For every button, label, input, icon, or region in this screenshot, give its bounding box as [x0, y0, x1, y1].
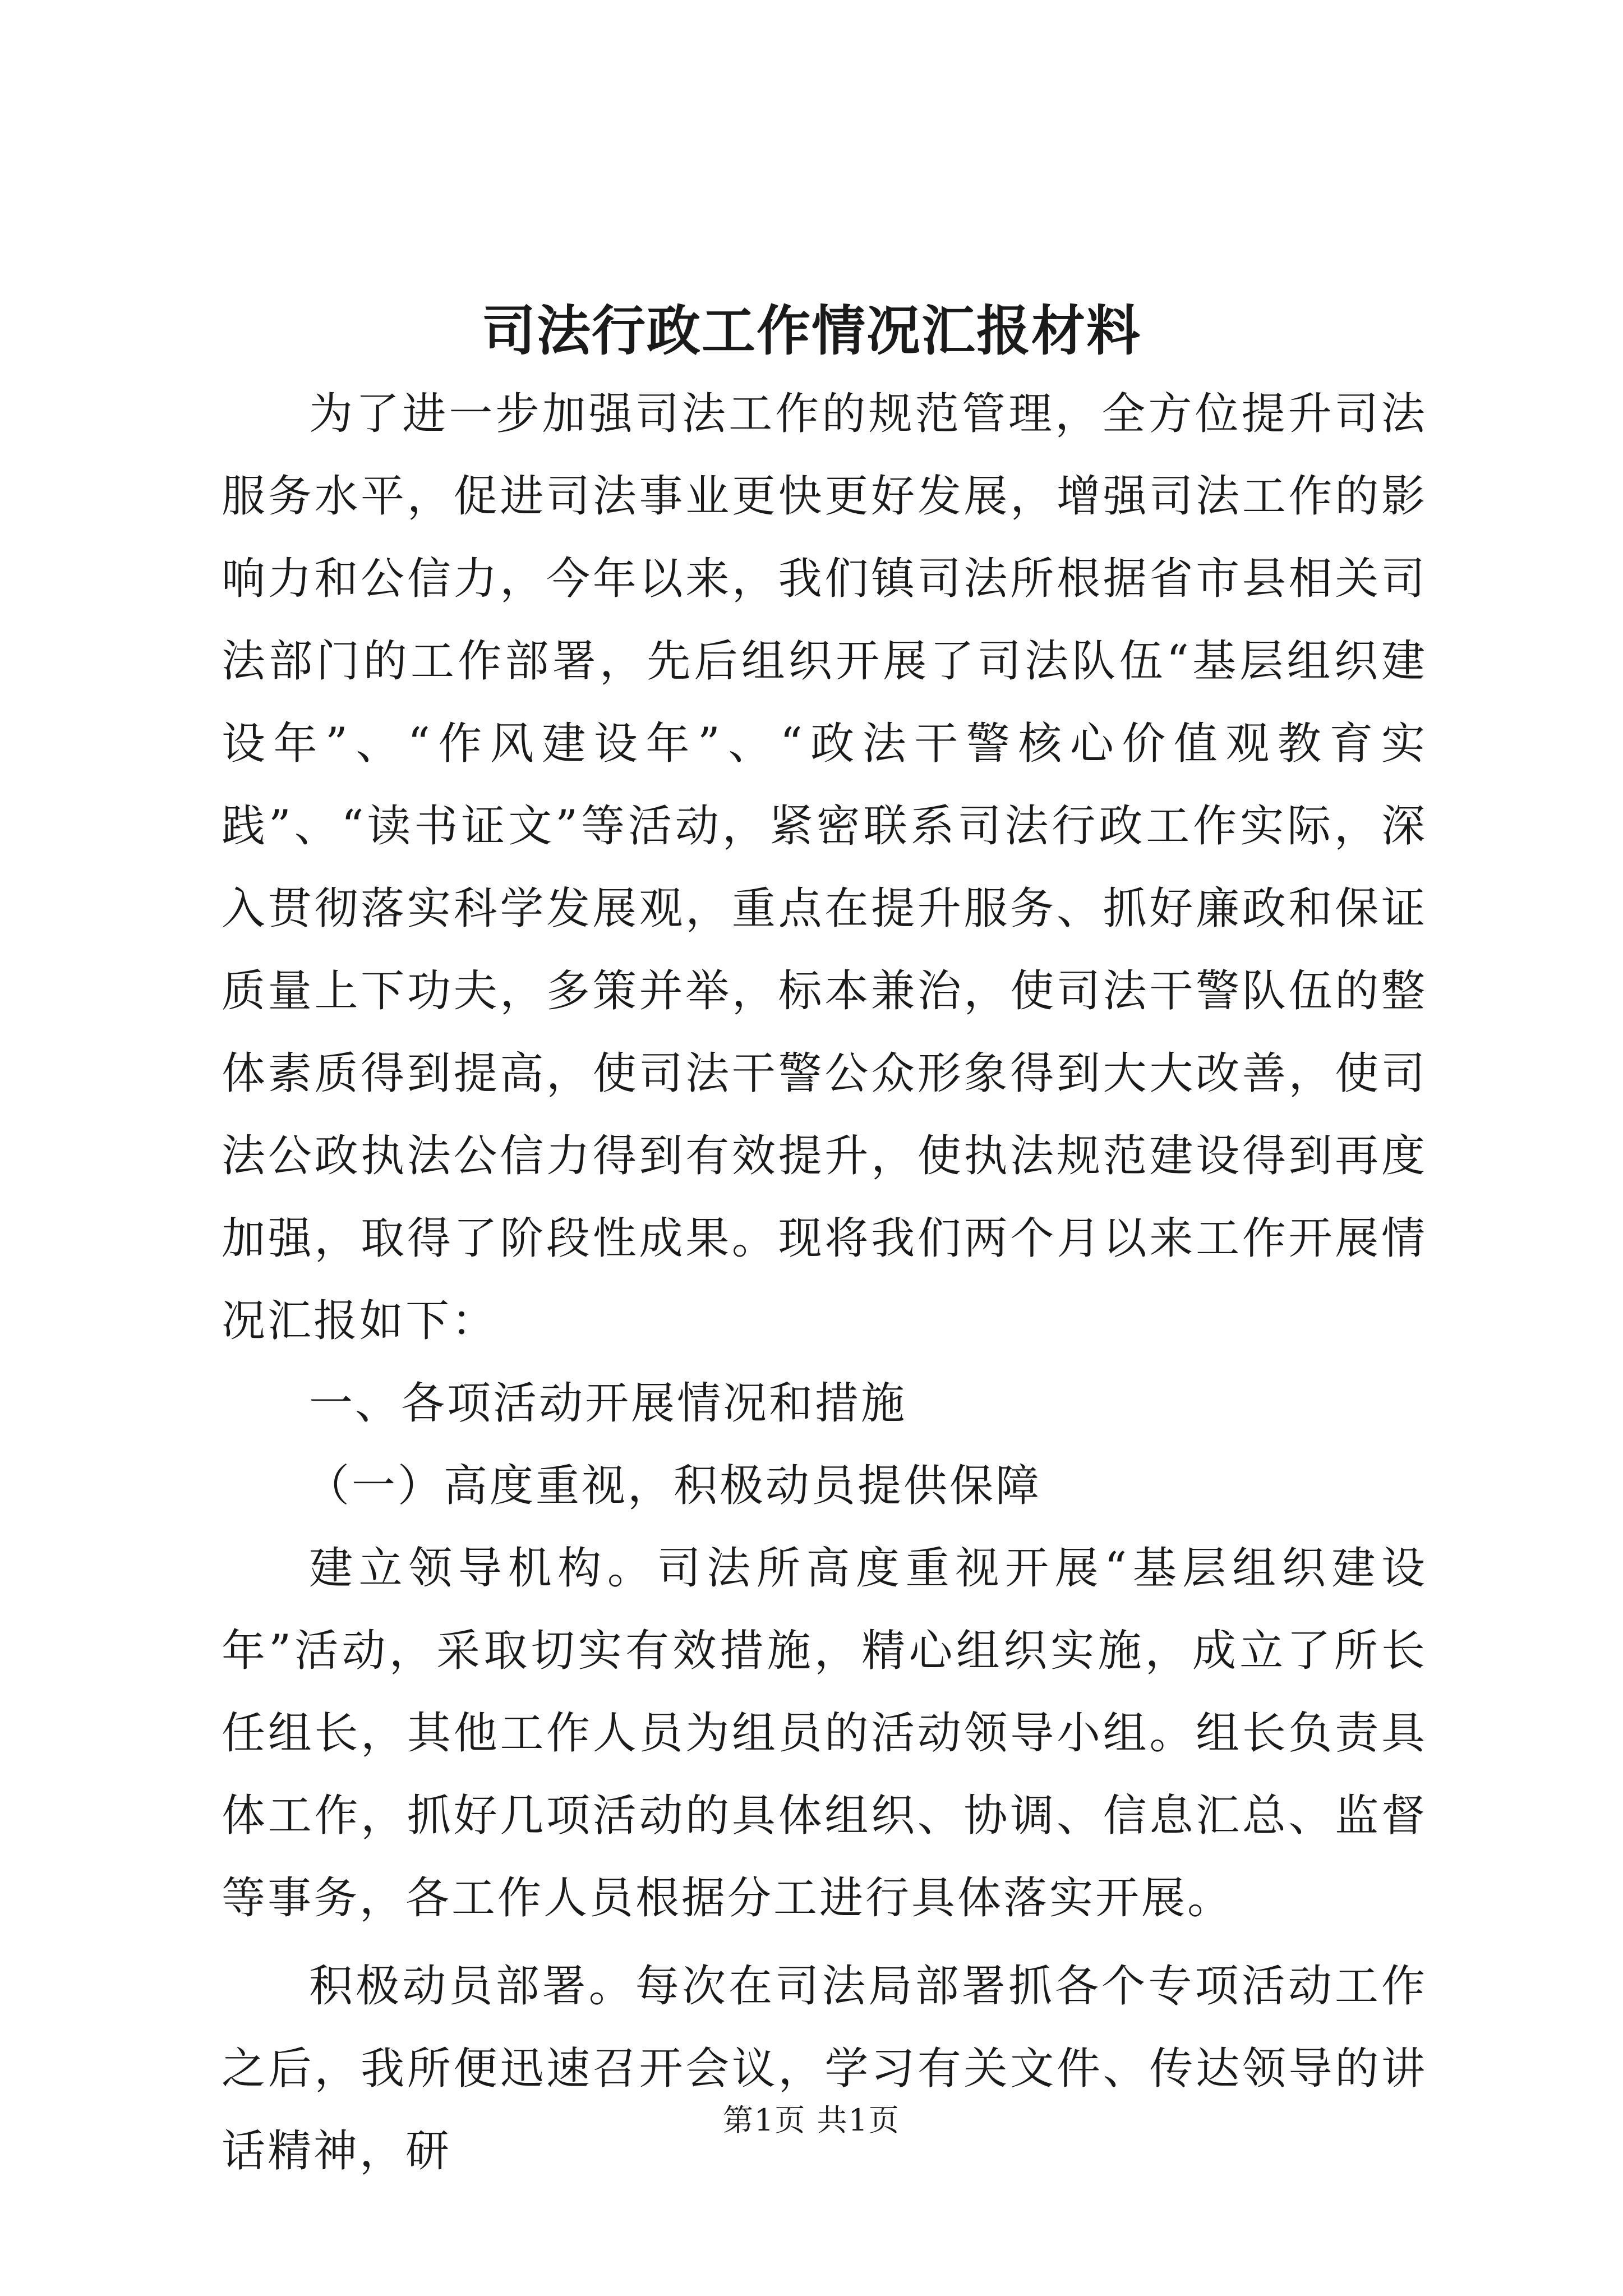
section-heading-1: 一、各项活动开展情况和措施 [309, 1378, 907, 1429]
subsection-heading-1: （一）高度重视，积极动员提供保障 [306, 1461, 1042, 1511]
page-number-footer: 第1页 共1页 [723, 2102, 900, 2138]
paragraph-intro: 为了进一步加强司法工作的规范管理，全方位提升司法服务水平，促进司法事业更快更好发展，增强司法工作的影响力和公信力，今年以来，我们镇司法所根据省市县相关司法部门的工作部署，先后组织开展了司法队伍“基层组织建设年”、“作风建设年”、“政法干警核心价值观教育实践”、“读书证文”等活动，紧密联系司法行政工作实际，深入贯彻落实科学发展观，重点在提升服务、抓好廉政和保证质量上下功夫，多策并举，标本兼治，使司法干警队伍的整体素质得到提高，使司法干警公众形象得到大大改善，使司法公政执法公信力得到有效提升，使执法规范建设得到再度加强，取得了阶段性成果。现将我们两个月以来工作开展情况汇报如下： [222, 389, 1427, 1346]
document-body [222, 373, 1427, 2193]
paragraph-leadership: 建立领导机构。司法所高度重视开展“基层组织建设年”活动，采取切实有效措施，精心组织实施，成立了所长任组长，其他工作人员为组员的活动领导小组。组长负责具体工作，抓好几项活动的具体组织、协调、信息汇总、监督等事务，各工作人员根据分工进行具体落实开展。 [222, 1543, 1427, 1924]
document-title: 司法行政工作情况汇报材料 [482, 299, 1141, 362]
paragraph-mobilization: 积极动员部署。每次在司法局部署抓各个专项活动工作之后，我所便迅速召开会议，学习有关文件、传达领导的讲话精神，研 [222, 1961, 1427, 2177]
